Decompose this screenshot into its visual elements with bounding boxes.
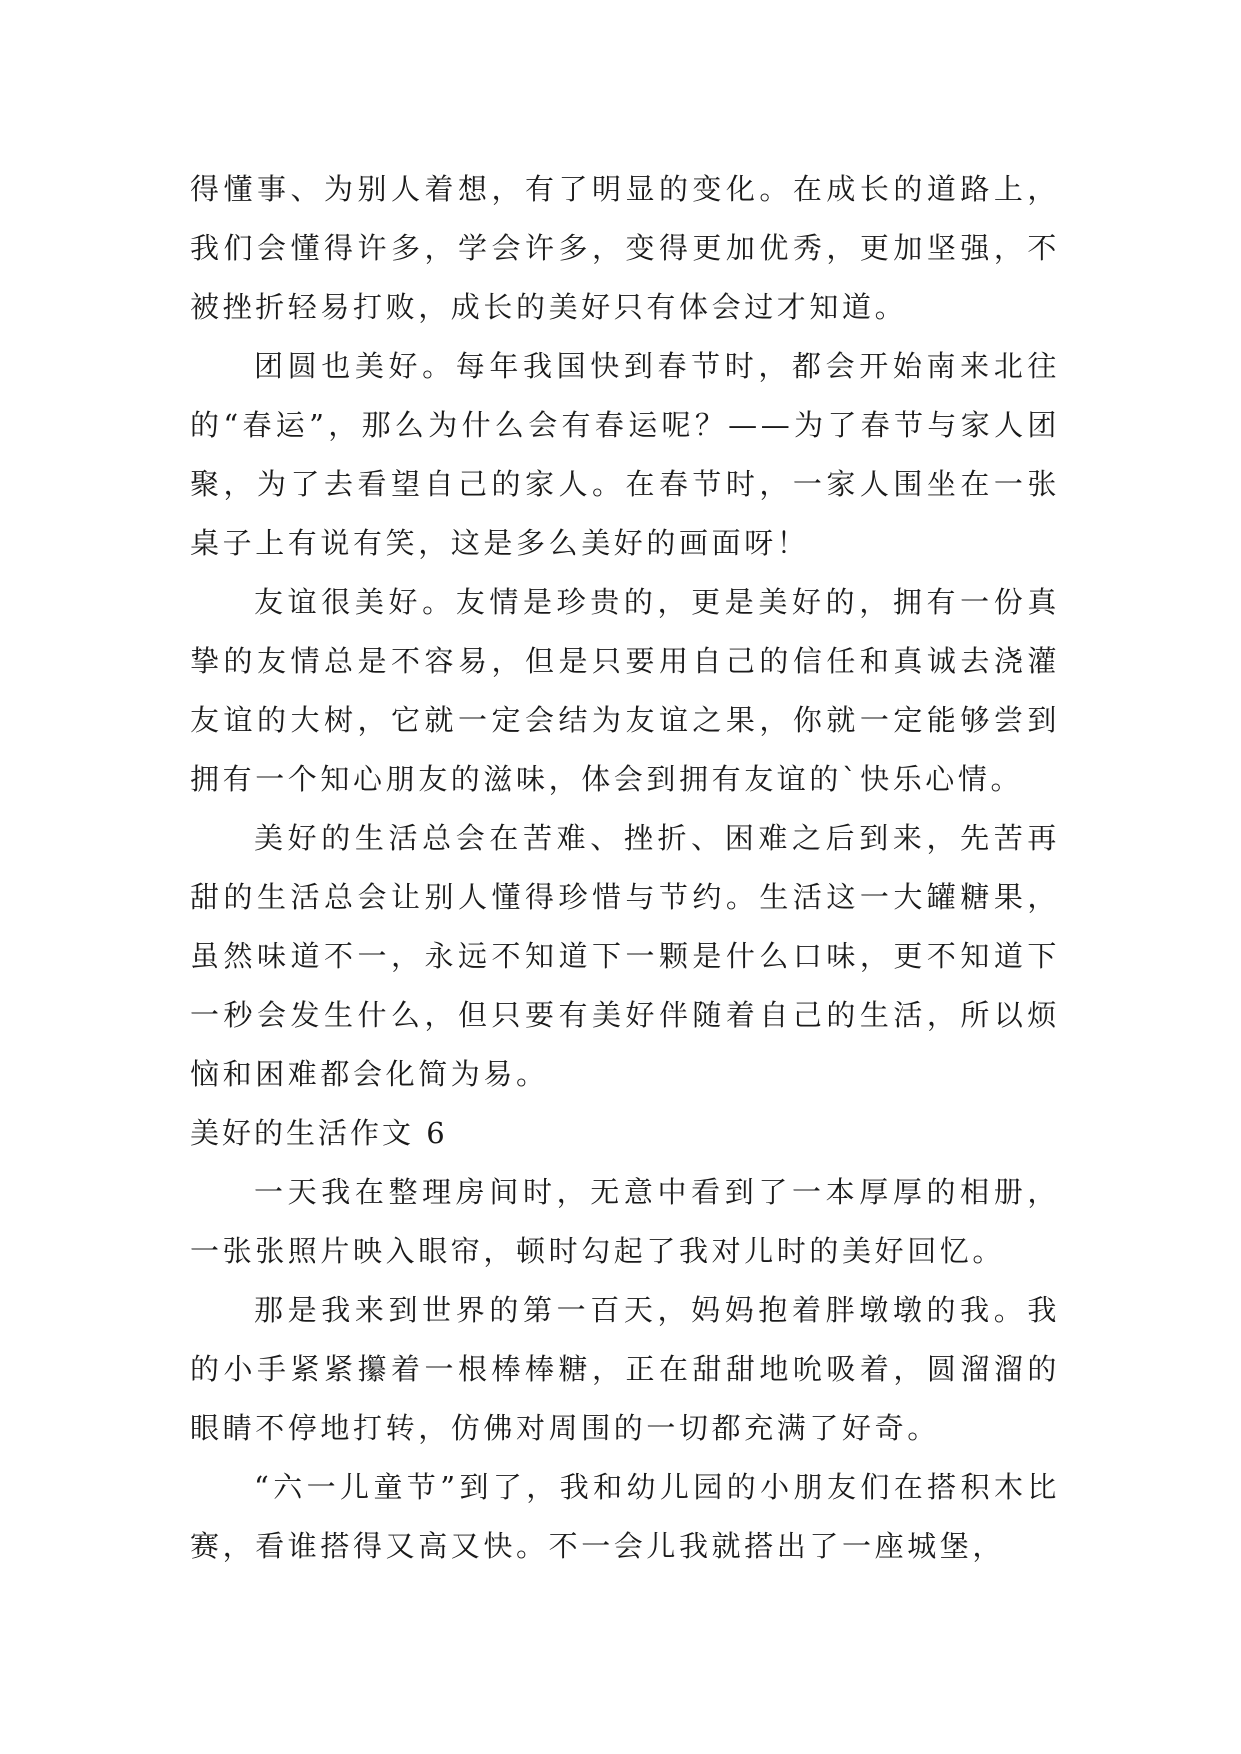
paragraph: 得懂事、为别人着想，有了明显的变化。在成长的道路上，我们会懂得许多，学会许多，变得更加优秀，更加坚强，不被挫折轻易打败，成长的美好只有体会过才知道。	[190, 172, 1060, 324]
paragraph: 那是我来到世界的第一百天，妈妈抱着胖墩墩的我。我的小手紧紧攥着一根棒棒糖，正在甜甜地吮吸着，圆溜溜的眼睛不停地打转，仿佛对周围的一切都充满了好奇。	[190, 1293, 1060, 1445]
paragraph: 友谊很美好。友情是珍贵的，更是美好的，拥有一份真挚的友情总是不容易，但是只要用自己的信任和真诚去浇灌友谊的大树，它就一定会结为友谊之果，你就一定能够尝到拥有一个知心朋友的滋味，体会到拥有友谊的`快乐心情。	[190, 585, 1060, 796]
section-title: 美好的生活作文 6	[190, 1116, 448, 1150]
paragraph: 团圆也美好。每年我国快到春节时，都会开始南来北往的“春运”，那么为什么会有春运呢？——为了春节与家人团聚，为了去看望自己的家人。在春节时，一家人围坐在一张桌子上有说有笑，这是多么美好的画面呀！	[190, 349, 1060, 560]
paragraph: “六一儿童节”到了，我和幼儿园的小朋友们在搭积木比赛，看谁搭得又高又快。不一会儿我就搭出了一座城堡，	[190, 1470, 1060, 1563]
paragraph: 美好的生活总会在苦难、挫折、困难之后到来，先苦再甜的生活总会让别人懂得珍惜与节约。生活这一大罐糖果，虽然味道不一，永远不知道下一颗是什么口味，更不知道下一秒会发生什么，但只要有美好伴随着自己的生活，所以烦恼和困难都会化简为易。	[190, 821, 1060, 1091]
paragraph: 一天我在整理房间时，无意中看到了一本厚厚的相册，一张张照片映入眼帘，顿时勾起了我对儿时的美好回忆。	[190, 1175, 1060, 1268]
document-page	[190, 160, 1060, 1576]
